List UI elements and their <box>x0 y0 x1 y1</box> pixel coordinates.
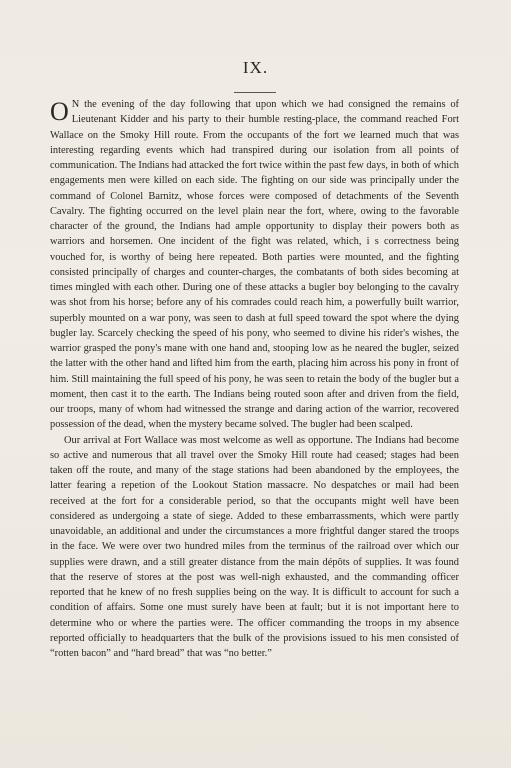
paragraph-first: ON the evening of the day following that upon which we had consigned the remains of Lieutenant Kidder and his party to their humble resting-place, the command reached Fort Wallace on the Smoky Hill route. From the occupants of the fort we learned much that was interesting regarding events which had transpired during our isolation from all points of communication. The Indians had attacked the fort twice within the past few days, in both of which engagements men were killed on each side. The fighting on our side was principally under the command of Colonel Barnitz, whose forces were composed of detachments of the Seventh Cavalry. The fighting occurred on the level plain near the fort, where, owing to the favorable character of the ground, the Indians had ample opportunity to display their powers both as warriors and horsemen. One incident of the fight was related, which, i s correctness being vouched for, is worthy of being here repeated. Both parties were mounted, and the fighting consisted principally of charges and counter-charges, the combatants of both sides becoming at times mingled with each other. During one of these attacks a bugler boy belonging to the cavalry was shot from his horse; before any of his comrades could reach him, a powerfully built warrior, superbly mounted on a war pony, was seen to dash at full speed toward the spot where the dying bugler lay. Scarcely checking the speed of his pony, who seemed to divine his rider's wishes, the warrior grasped the pony's mane with one hand and, stooping low as he neared the bugler, seized the latter with the other hand and lifted him from the earth, placing him across his pony in front of him. Still maintaining the full speed of his pony, he was seen to retain the body of the bugler but a moment, then cast it to the earth. The Indians being routed soon after and driven from the field, our troops, many of whom had witnessed the strange and daring action of the warrior, recovered possession of the dead, when the mystery became solved. The bugler had been scalped. <box>50 97 459 431</box>
chapter-number: IX. <box>242 58 269 77</box>
chapter-divider <box>234 92 276 93</box>
chapter-body <box>50 97 459 661</box>
paragraph-second: Our arrival at Fort Wallace was most welcome as well as opportune. The Indians had become so active and numerous that all travel over the Smoky Hill route had ceased; stages had been taken off the route, and many of the stage stations had been abandoned by the employees, the latter fearing a repetion of the Lookout Station massacre. No despatches or mail had been received at the fort for a considerable period, so that the occupants might well have been considered as undergoing a state of siege. Added to these embarrassments, which were partly unavoidable, an additional and under the circumstances a more frightful danger stared the troops in the face. We were over two hundred miles from the terminus of the railroad over which our supplies were drawn, and a still greater distance from the main dépôts of supplies. It was found that the reserve of stores at the post was well-nigh exhausted, and the commanding officer reported that he knew of no fresh supplies being on the way. It is difficult to account for such a condition of affairs. Some one must surely have been at fault; but it is not important here to determine who or where the parties were. The officer commanding the troops in my absence reported officially to headquarters that the bulk of the provisions issued to his men consisted of “rotten bacon” and “hard bread” that was “no better.” <box>50 434 459 659</box>
